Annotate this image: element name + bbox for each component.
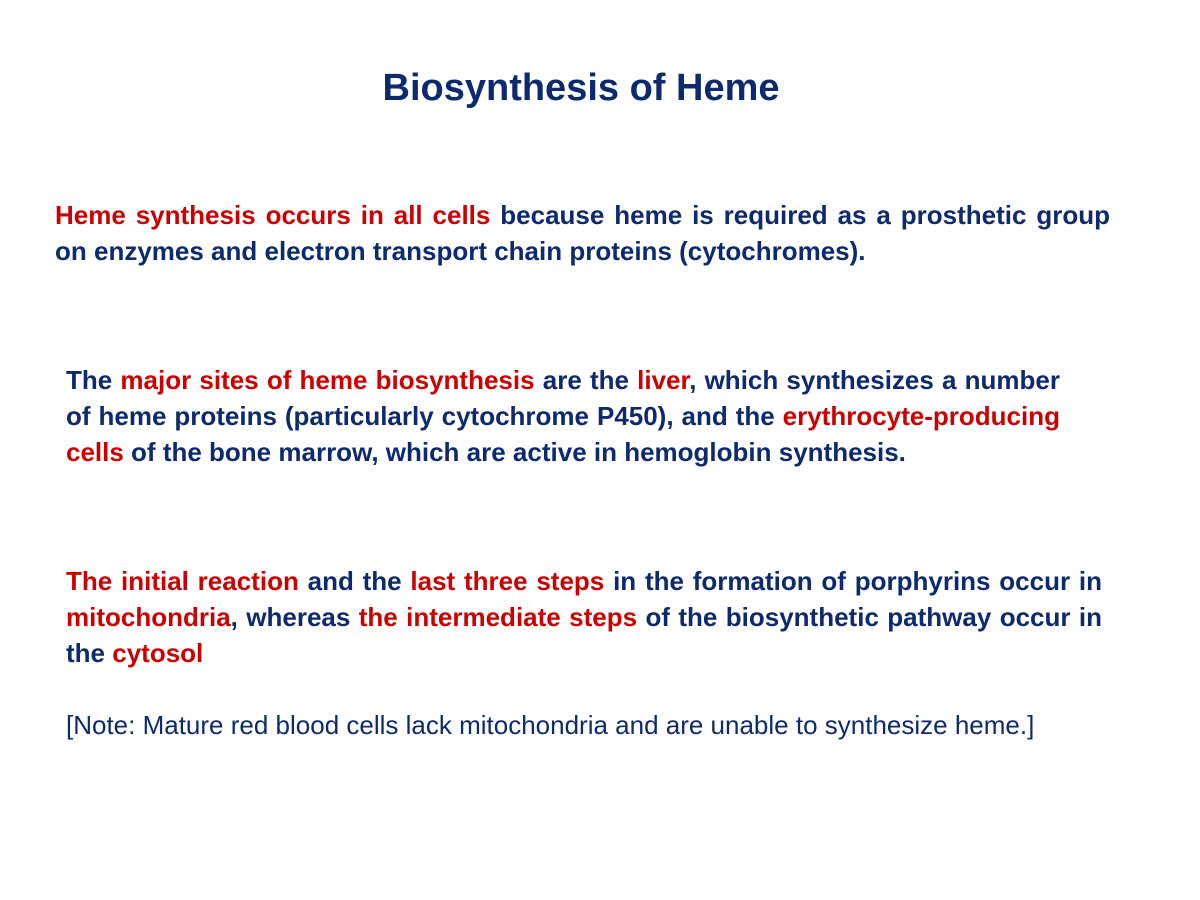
paragraph-major-sites bbox=[66, 362, 1060, 470]
text-segment: last three steps bbox=[410, 566, 605, 596]
text-segment: erythrocyte-producing cells bbox=[66, 401, 1060, 467]
text-segment: of the biosynthetic pathway occur in the bbox=[66, 602, 1103, 668]
text-segment: because heme is required as a prosthetic group on enzymes and electron transport chain proteins (cytochromes). bbox=[55, 200, 1110, 266]
text-segment: major sites of heme biosynthesis bbox=[120, 365, 535, 395]
note-text: [Note: Mature red blood cells lack mitochondria and are unable to synthesize heme.] bbox=[66, 710, 1035, 740]
text-segment: of the bone marrow, which are active in hemoglobin synthesis. bbox=[123, 437, 906, 467]
paragraph-reaction-locations bbox=[66, 563, 1102, 671]
paragraph-heme-synthesis-cells bbox=[55, 197, 1110, 269]
text-segment: Heme synthesis occurs in all cells bbox=[55, 200, 491, 230]
slide-title: Biosynthesis of Heme bbox=[382, 67, 780, 109]
text-segment: liver bbox=[637, 365, 690, 395]
text-segment: cytosol bbox=[112, 638, 204, 668]
text-segment: the intermediate steps bbox=[358, 602, 638, 632]
text-segment: , whereas bbox=[230, 602, 359, 632]
text-segment: and the bbox=[298, 566, 411, 596]
text-segment: , which synthesizes a number of heme proteins (particularly cytochrome P450), and the bbox=[66, 365, 1060, 431]
text-segment: mitochondria bbox=[66, 602, 231, 632]
text-segment: The bbox=[66, 365, 121, 395]
text-segment: in the formation of porphyrins occur in bbox=[604, 566, 1102, 596]
text-segment: are the bbox=[534, 365, 638, 395]
text-segment: The initial reaction bbox=[66, 566, 299, 596]
